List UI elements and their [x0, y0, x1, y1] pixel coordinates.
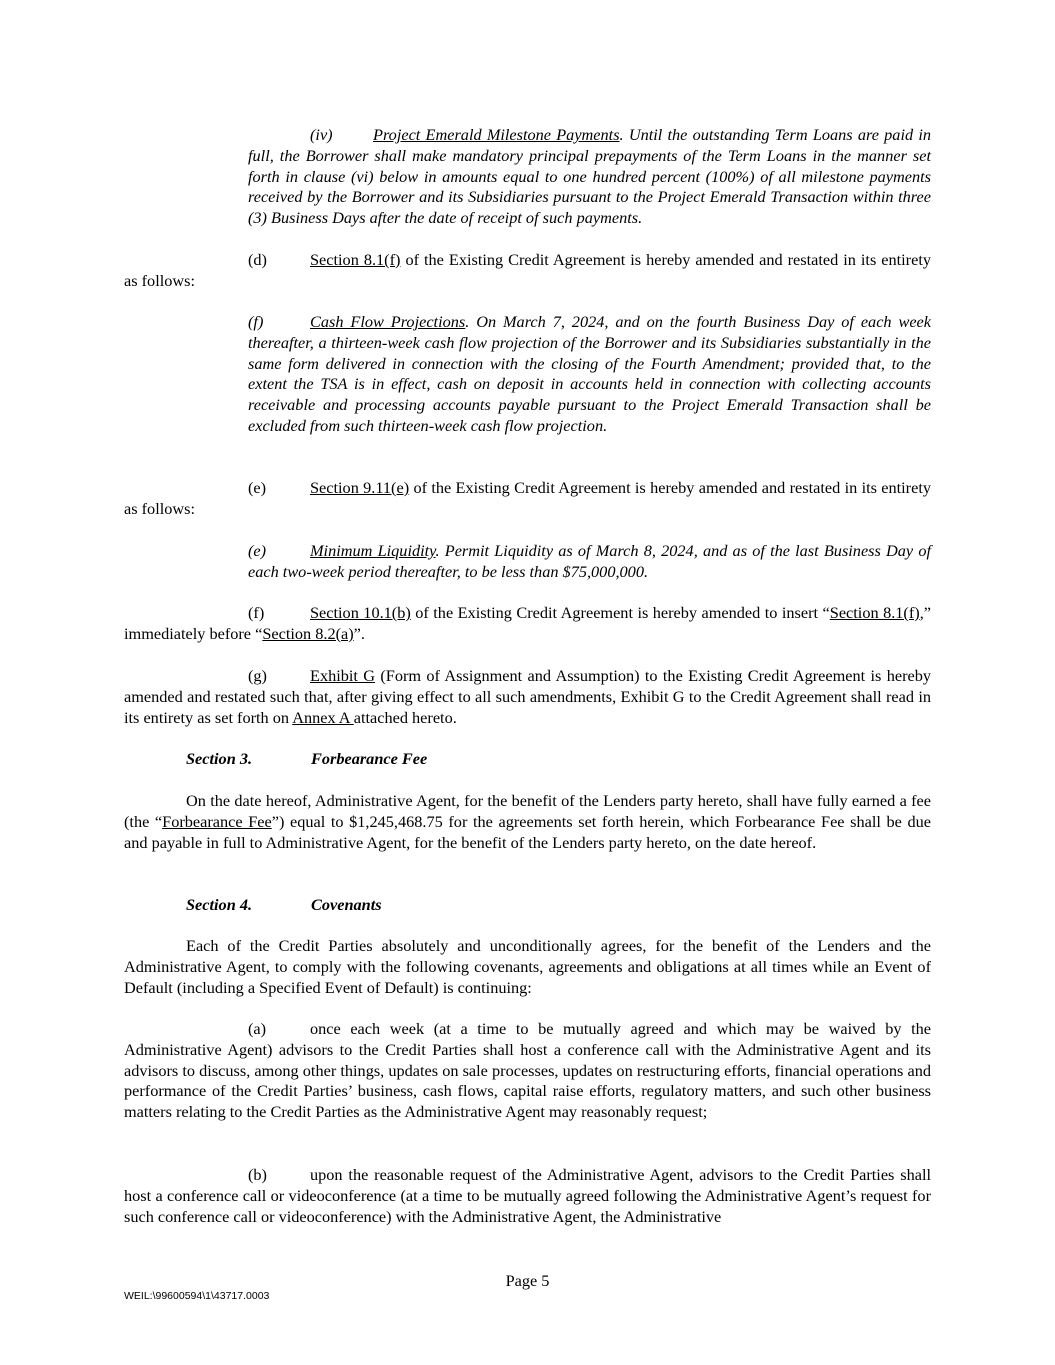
quote-f-cash-flow — [248, 312, 931, 437]
clause-iv — [248, 125, 931, 229]
section-4-heading — [186, 895, 382, 916]
clause-iv-label: (iv) — [310, 125, 333, 144]
section-3-body — [124, 791, 931, 853]
covenant-b — [124, 1165, 931, 1227]
clause-iv-title: Project Emerald Milestone Payments — [373, 125, 620, 144]
paragraph-g-body1: (Form of Assignment and Assumption) to the Existing Credit Agreement is hereby amended and restated such that, after giving effect to all such amendments, Exhibit G to the Credit Agreement shall read in its entirety as set forth on — [124, 666, 932, 727]
page-number: Page 5 — [505, 1271, 550, 1290]
paragraph-f-ref3: Section 8.2(a) — [262, 623, 354, 643]
quote-e-minimum-liquidity — [248, 541, 931, 583]
paragraph-g — [124, 666, 931, 728]
section-3-title: Forbearance Fee — [311, 749, 428, 768]
paragraph-g-body2: attached hereto. — [353, 707, 457, 727]
section-4-intro — [124, 936, 931, 998]
covenant-b-body: upon the reasonable request of the Administrative Agent, advisors to the Credit Parties shall host a conference call or videoconference (at a time to be mutually agreed following the Administrative Agent’s request for such conference call or videoconference) with the Administrative Agent, the Administrative — [124, 1165, 931, 1226]
paragraph-e-label: (e) — [248, 478, 267, 497]
document-id: WEIL:\99600594\1\43717.0003 — [124, 1290, 270, 1302]
quote-e-title: Minimum Liquidity — [310, 541, 436, 560]
paragraph-f-ref: Section 10.1(b) — [310, 603, 411, 622]
section-3-body1: On the date hereof, Administrative Agent, for the benefit of the Lenders party hereto, shall have fully earned a fee (the “ — [124, 791, 931, 831]
quote-f-label: (f) — [248, 312, 264, 331]
section-3-heading — [186, 749, 427, 770]
section-3-body2: ”) equal to $1,245,468.75 for the agreements set forth herein, which Forbearance Fee shall be due and payable in full to Administrative Agent, for the benefit of the Lenders party hereto, on the date hereof. — [124, 811, 932, 852]
paragraph-d-ref: Section 8.1(f) — [310, 250, 401, 269]
covenant-a — [124, 1019, 931, 1123]
paragraph-d-label: (d) — [248, 250, 267, 269]
paragraph-f — [124, 603, 931, 645]
section-3-number: Section 3. — [186, 749, 253, 768]
paragraph-f-body3: ”. — [353, 623, 365, 643]
paragraph-f-label: (f) — [248, 603, 265, 622]
quote-f-title: Cash Flow Projections — [310, 312, 466, 331]
paragraph-e — [124, 478, 931, 520]
quote-f-body: . On March 7, 2024, and on the fourth Business Day of each week thereafter, a thirteen-week cash flow projection of the Borrower and its Subsidiaries substantially in the same form delivered in connection with the closing of the Fourth Amendment; provided that, to the extent the TSA is in effect, cash on deposit in accounts held in connection with collecting accounts receivable and processing accounts payable pursuant to the Project Emerald Transaction shall be excluded from such thirteen-week cash flow projection. — [248, 312, 931, 435]
section-4-intro-text: Each of the Credit Parties absolutely and unconditionally agrees, for the benefit of the Lenders and the Administrative Agent, to comply with the following covenants, agreements and obligations at all times while an Event of Default (including a Specified Event of Default) is continuing: — [124, 936, 931, 997]
section-4-number: Section 4. — [186, 895, 253, 914]
paragraph-f-body1: of the Existing Credit Agreement is hereby amended to insert “ — [410, 603, 830, 622]
section-4-title: Covenants — [311, 895, 382, 914]
clause-iv-body: . Until the outstanding Term Loans are paid in full, the Borrower shall make mandatory principal prepayments of the Term Loans in the manner set forth in clause (vi) below in amounts equal to one hundred percent (100%) of all milestone payments received by the Borrower and its Subsidiaries pursuant to the Project Emerald Transaction within three (3) Business Days after the date of receipt of such payments. — [248, 125, 931, 228]
section-3-term: Forbearance Fee — [162, 811, 272, 831]
paragraph-e-ref: Section 9.11(e) — [310, 478, 410, 497]
paragraph-d — [124, 250, 931, 292]
paragraph-d-body: of the Existing Credit Agreement is hereby amended and restated in its entirety as follows: — [124, 250, 931, 290]
paragraph-g-label: (g) — [248, 666, 267, 685]
quote-e-body: . Permit Liquidity as of March 8, 2024, and as of the last Business Day of each two-week period thereafter, to be less than $75,000,000. — [248, 541, 931, 581]
paragraph-f-ref2: Section 8.1(f) — [829, 603, 920, 622]
covenant-b-label: (b) — [248, 1165, 267, 1184]
covenant-a-body: once each week (at a time to be mutually agreed and which may be waived by the Administrative Agent) advisors to the Credit Parties shall host a conference call with the Administrative Agent and its advisors to discuss, among other things, updates on sale processes, updates on restructuring efforts, financial operations and performance of the Credit Parties’ business, cash flows, capital raise efforts, regulatory matters, and such other business matters relating to the Credit Parties as the Administrative Agent may reasonably request; — [124, 1019, 931, 1122]
paragraph-f-body2: ,” immediately before “ — [124, 603, 931, 643]
quote-e-label: (e) — [248, 541, 267, 560]
paragraph-g-ref: Exhibit G — [310, 666, 376, 685]
covenant-a-label: (a) — [248, 1019, 267, 1038]
paragraph-e-body: of the Existing Credit Agreement is hereby amended and restated in its entirety as follows: — [124, 478, 931, 518]
paragraph-g-ref2: Annex A — [292, 707, 354, 727]
